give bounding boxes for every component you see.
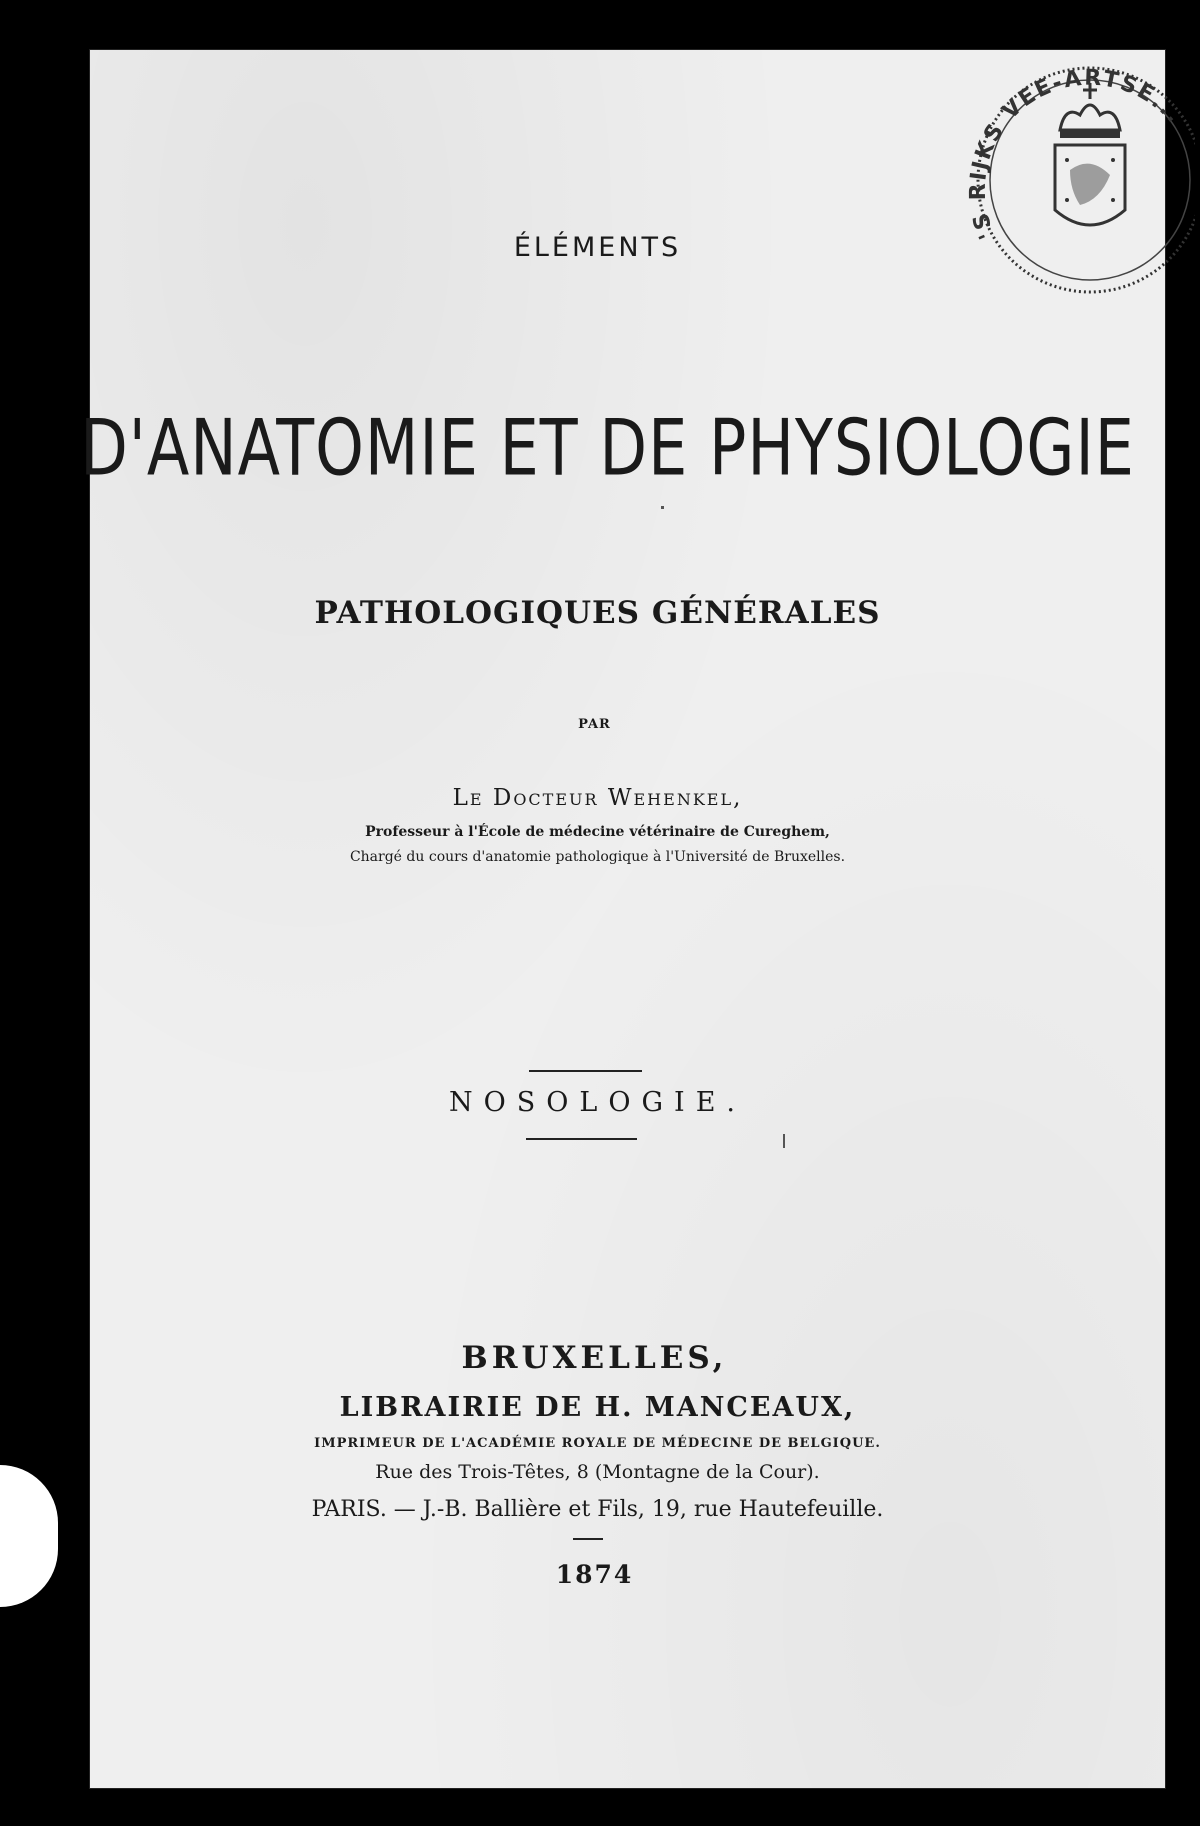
stamp-text: 'S RIJKS VEE-ARTSE... [965,65,1188,243]
coat-of-arms-icon [1055,145,1125,225]
svg-text:'S RIJKS VEE-ARTSE... [966,66,1187,243]
library-stamp [955,35,1195,305]
main-title: D'ANATOMIE ET DE PHYSIOLOGIE [80,402,1135,494]
section-title: NOSOLOGIE. [449,1087,746,1118]
imprint-printer: IMPRIMEUR DE L'ACADÉMIE ROYALE DE MÉDECINE DE BELGIQUE. [314,1436,881,1451]
author-affiliation-2: Chargé du cours d'anatomie pathologique à l'Université de Bruxelles. [349,849,846,865]
imprint-year: 1874 [555,1560,634,1589]
subtitle: PATHOLOGIQUES GÉNÉRALES [314,595,881,631]
imprint-address: Rue des Trois-Têtes, 8 (Montagne de la Cour). [375,1461,820,1483]
author-affiliation-1: Professeur à l'École de médecine vétérinaire de Cureghem, [365,824,830,840]
date-rule [573,1538,603,1540]
section-rule-bottom [526,1138,637,1140]
title-page [80,50,1165,1788]
page-tab-notch [0,1465,58,1607]
ink-speck [783,1134,785,1148]
section-rule-top [529,1070,642,1072]
par-label: PAR [578,717,611,732]
ink-speck [661,506,664,509]
imprint-publisher: LIBRAIRIE DE H. MANCEAUX, [339,1392,856,1423]
author-name: Le Docteur Wehenkel, [452,785,743,811]
imprint-city: BRUXELLES, [461,1340,728,1376]
title-line-elements: ÉLÉMENTS [513,232,682,263]
imprint-paris: PARIS. — J.-B. Ballière et Fils, 19, rue Hautefeuille. [311,1497,884,1522]
